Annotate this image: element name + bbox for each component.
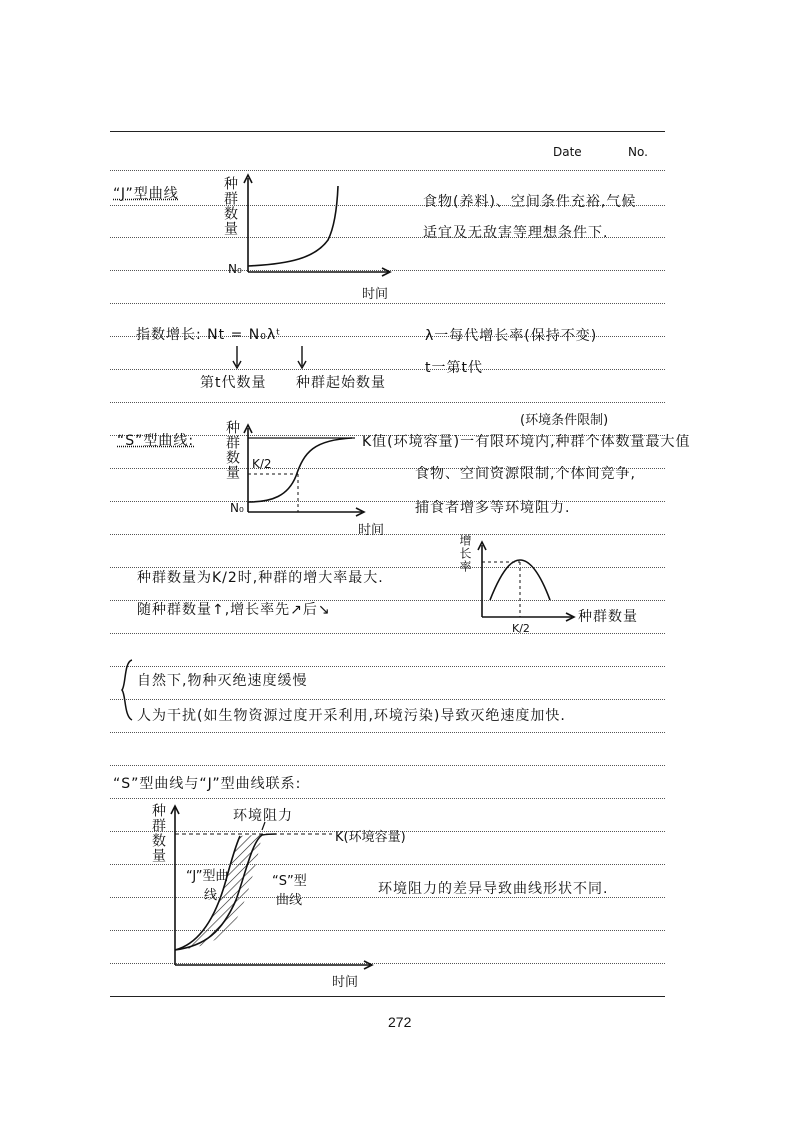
- relation-s-label-1: “S”型: [272, 874, 307, 889]
- relation-j-label-1: “J”型曲: [186, 869, 229, 884]
- formula-note-nt: 第t代数量: [200, 375, 267, 391]
- s-curve-condition: (环境条件限制): [520, 413, 609, 428]
- growth-rate-line-2: 随种群数量↑,增长率先↗后↘: [137, 602, 331, 618]
- exponential-formula: 指数增长: Nt = N₀λᵗ: [136, 327, 282, 343]
- left-brace: [122, 660, 132, 720]
- growth-rate-graph: [478, 542, 574, 621]
- extinction-line-2: 人为干扰(如生物资源过度开采利用,环境污染)导致灭绝速度加快.: [137, 708, 566, 724]
- j-curve-desc-1: 食物(养料)、空间条件充裕,气候: [423, 194, 637, 210]
- growth-rate-y-label: 增长率: [458, 534, 472, 573]
- t-definition: t一第t代: [425, 360, 483, 376]
- date-label: Date: [553, 145, 582, 159]
- relation-j-label-2: 线: [204, 888, 218, 903]
- relation-resistance-label: 环境阻力: [233, 808, 293, 824]
- growth-rate-line-1: 种群数量为K/2时,种群的增大率最大.: [137, 570, 384, 586]
- j-curve-desc-2: 适宜及无敌害等理想条件下.: [423, 225, 609, 241]
- s-curve-title: “S”型曲线:: [117, 433, 195, 449]
- s-curve-limit-1: 食物、空间资源限制,个体间竞争,: [415, 466, 636, 482]
- j-curve-graph: [244, 175, 390, 276]
- k-value-definition: K值(环境容量)一有限环境内,种群个体数量最大值: [362, 434, 691, 450]
- relation-title: “S”型曲线与“J”型曲线联系:: [113, 776, 302, 792]
- s-curve-n0: N₀: [230, 501, 244, 515]
- relation-s-label-2: 曲线: [276, 893, 303, 908]
- formula-arrows: [233, 346, 306, 368]
- page-number: 272: [388, 1014, 412, 1030]
- j-curve-title: “J”型曲线: [113, 186, 179, 202]
- relation-x-label: 时间: [332, 975, 359, 990]
- s-curve-k2: K/2: [252, 457, 272, 471]
- s-curve-limit-2: 捕食者增多等环境阻力.: [415, 500, 571, 516]
- growth-rate-k2: K/2: [512, 622, 530, 635]
- relation-description: 环境阻力的差异导致曲线形状不同.: [378, 881, 609, 897]
- j-curve-n0: N₀: [228, 262, 242, 276]
- no-label: No.: [628, 145, 648, 159]
- j-curve-line: [248, 186, 338, 266]
- relation-k-label: K(环境容量): [335, 830, 406, 845]
- j-curve-x-label: 时间: [362, 287, 389, 302]
- s-curve-y-label: 种群数量: [224, 420, 240, 480]
- lambda-definition: λ一每代增长率(保持不变): [425, 328, 598, 344]
- formula-note-n0: 种群起始数量: [296, 375, 386, 391]
- j-curve-y-label: 种群数量: [222, 176, 238, 236]
- growth-rate-x-label: 种群数量: [578, 609, 638, 625]
- relation-y-label: 种群数量: [150, 803, 166, 863]
- s-curve-x-label: 时间: [358, 523, 385, 538]
- extinction-line-1: 自然下,物种灭绝速度缓慢: [137, 673, 308, 689]
